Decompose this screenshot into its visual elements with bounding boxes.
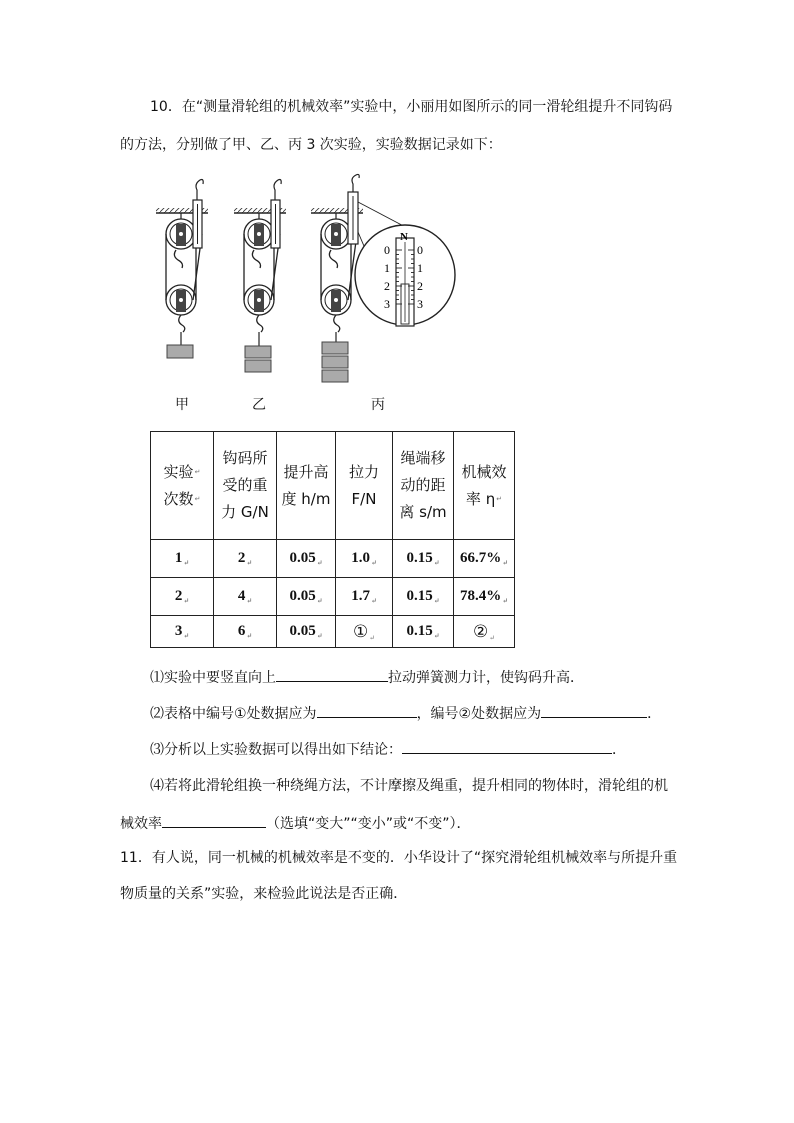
answer-blank[interactable] [541,702,647,718]
scale-right-tick: 2 [417,279,423,293]
q10-sub3: ⑶分析以上实验数据可以得出如下结论： ． [150,738,626,760]
answer-blank[interactable] [402,738,612,754]
scale-right-tick: 3 [417,297,423,311]
scale-right-tick: 0 [417,243,423,257]
scale-left-tick: 0 [384,243,390,257]
table-header: 拉力 F/N [336,432,393,540]
q10-sub2: ⑵表格中编号①处数据应为 ，编号②处数据应为 ． [150,702,661,724]
answer-blank[interactable] [317,702,417,718]
q11-line1: 11．有人说，同一机械的机械效率是不变的．小华设计了“探究滑轮组机械效率与所提升重 [120,850,678,866]
q10-intro-line2: 的方法，分别做了甲、乙、丙 3 次实验，实验数据记录如下： [120,137,502,153]
pulley-setup-yi [234,180,286,373]
magnified-scale [355,225,455,326]
q11-line2: 物质量的关系”实验，来检验此说法是否正确． [120,886,408,902]
answer-blank[interactable] [162,812,266,828]
table-row: 1↵ 2↵ 0.05↵ 1.0↵ 0.15↵ 66.7%↵ [151,540,515,578]
table-header: 钩码所 受的重 力 G/N [214,432,277,540]
pulley-setup-jia [156,180,208,359]
table-row: 2↵ 4↵ 0.05↵ 1.7↵ 0.15↵ 78.4%↵ [151,578,515,616]
q10-sub1: ⑴实验中要竖直向上 拉动弹簧测力计，使钩码升高． [150,666,584,688]
table-header: 实验↵ 次数↵ [151,432,214,540]
scale-right-tick: 1 [417,261,423,275]
scale-left-tick: 1 [384,261,390,275]
pulley-figure [150,172,460,387]
table-header: 提升高 度 h/m [277,432,336,540]
experiment-table [150,431,515,648]
q10-sub4-line1: ⑷若将此滑轮组换一种绕绳方法，不计摩擦及绳重，提升相同的物体时，滑轮组的机 [150,778,668,794]
q10-intro-line1: 10．在“测量滑轮组的机械效率”实验中，小丽用如图所示的同一滑轮组提升不同钩码 [150,99,673,115]
figure-label-jia: 甲 [175,397,189,413]
table-header: 绳端移 动的距 离 s/m [393,432,454,540]
table-header: 机械效 率 η↵ [454,432,515,540]
figure-label-yi: 乙 [252,397,266,413]
scale-left-tick: 2 [384,279,390,293]
scale-unit: N [400,231,408,243]
scale-left-tick: 3 [384,297,390,311]
answer-blank[interactable] [276,666,388,682]
table-row: 3↵ 6↵ 0.05↵ ①↵ 0.15↵ ②↵ [151,616,515,648]
q10-sub4-line2: 械效率 （选填“变大”“变小”或“不变”）． [120,812,471,834]
figure-label-bing: 丙 [371,397,385,413]
